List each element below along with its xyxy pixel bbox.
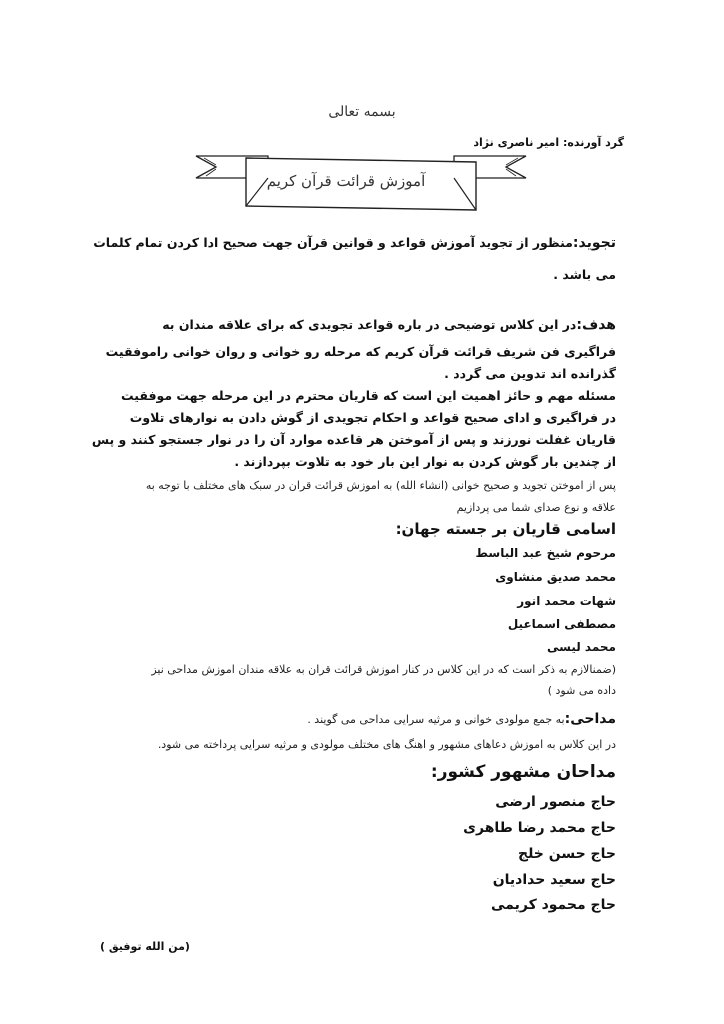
reciter-item: مرحوم شیخ عبد الباسط xyxy=(475,546,616,560)
tajvid-text-1: منظور از تجوید آموزش قواعد و قوانین قرآن جهت صحیح ادا کردن تمام کلمات xyxy=(93,235,573,250)
singer-item: حاج محمد رضا طاهری xyxy=(463,820,616,836)
goal-line-4: مسئله مهم و حائز اهمیت این است که قاریان محترم در این مرحله جهت موفقیت xyxy=(120,388,616,403)
reciter-item: شهات محمد انور xyxy=(517,594,616,608)
basmala: بسمه تعالی xyxy=(328,104,396,120)
note-line-2: داده می شود ) xyxy=(547,684,616,697)
tajvid-label: تجوید: xyxy=(572,235,616,251)
banner-title: آموزش قرائت قرآن کریم xyxy=(266,172,426,190)
singers-heading: مداحان مشهور کشور: xyxy=(430,762,616,782)
goal-label: هدف: xyxy=(576,317,616,333)
madahi-text: به جمع مولودی خوانی و مرثیه سرایی مداحی می گویند . xyxy=(307,713,565,726)
goal-line-6: قاریان غفلت نورزند و پس از آموختن هر قاعده موارد آن را در نوار جستجو کنند و پس xyxy=(91,432,616,447)
reciter-item: مصطفی اسماعیل xyxy=(507,617,616,631)
tajvid-line-1 xyxy=(93,232,616,254)
note-line-1: (ضمنالازم به ذکر است که در این کلاس در کنار اموزش قرائت قران به علاقه مندان اموزش مداحی نیز xyxy=(151,663,616,676)
singer-item: حاج حسن خلج xyxy=(517,846,616,862)
madahi-line-1 xyxy=(307,708,616,730)
goal-line-9: علاقه و نوع صدای شما می پردازیم xyxy=(456,501,616,514)
goal-line-8: پس از اموختن تجوید و صحیح خوانی (انشاء الله) به اموزش قرائت قران در سبک های مختلف با توجه به xyxy=(145,479,616,492)
goal-line-1 xyxy=(162,314,616,336)
singer-item: حاج منصور ارضی xyxy=(495,794,616,810)
reciter-item: محمد صدیق منشاوی xyxy=(495,570,616,584)
closing-phrase: (من الله توفیق ) xyxy=(100,940,190,953)
tajvid-line-2: می باشد . xyxy=(553,267,616,282)
goal-text-1: در این کلاس توضیحی در باره قواعد تجویدی که برای علاقه مندان به xyxy=(162,317,577,332)
goal-line-7: از چندین بار گوش کردن به نوار این بار خود به تلاوت بپردازند . xyxy=(234,454,616,469)
madahi-line-2: در این کلاس به اموزش دعاهای مشهور و اهنگ های مختلف مولودی و مرثیه سرایی پرداخته می شود. xyxy=(157,738,616,751)
goal-line-2: فراگیری فن شریف قرائت قرآن کریم که مرحله رو خوانی و روان خوانی راموفقیت xyxy=(105,344,616,359)
reciters-heading: اسامی قاریان بر جسته جهان: xyxy=(395,520,616,538)
singer-item: حاج محمود کریمی xyxy=(491,897,616,913)
singer-item: حاج سعید حدادیان xyxy=(492,872,616,888)
madahi-label: مداحی: xyxy=(564,711,616,727)
reciter-item: محمد لیسی xyxy=(547,640,616,654)
goal-line-3: گذرانده اند تدوین می گردد . xyxy=(444,366,616,381)
goal-line-5: در فراگیری و ادای صحیح قواعد و احکام تجویدی از گوش دادن به نوارهای تلاوت xyxy=(129,410,616,425)
compiler-credit: گرد آورنده: امیر ناصری نژاد xyxy=(473,136,624,149)
